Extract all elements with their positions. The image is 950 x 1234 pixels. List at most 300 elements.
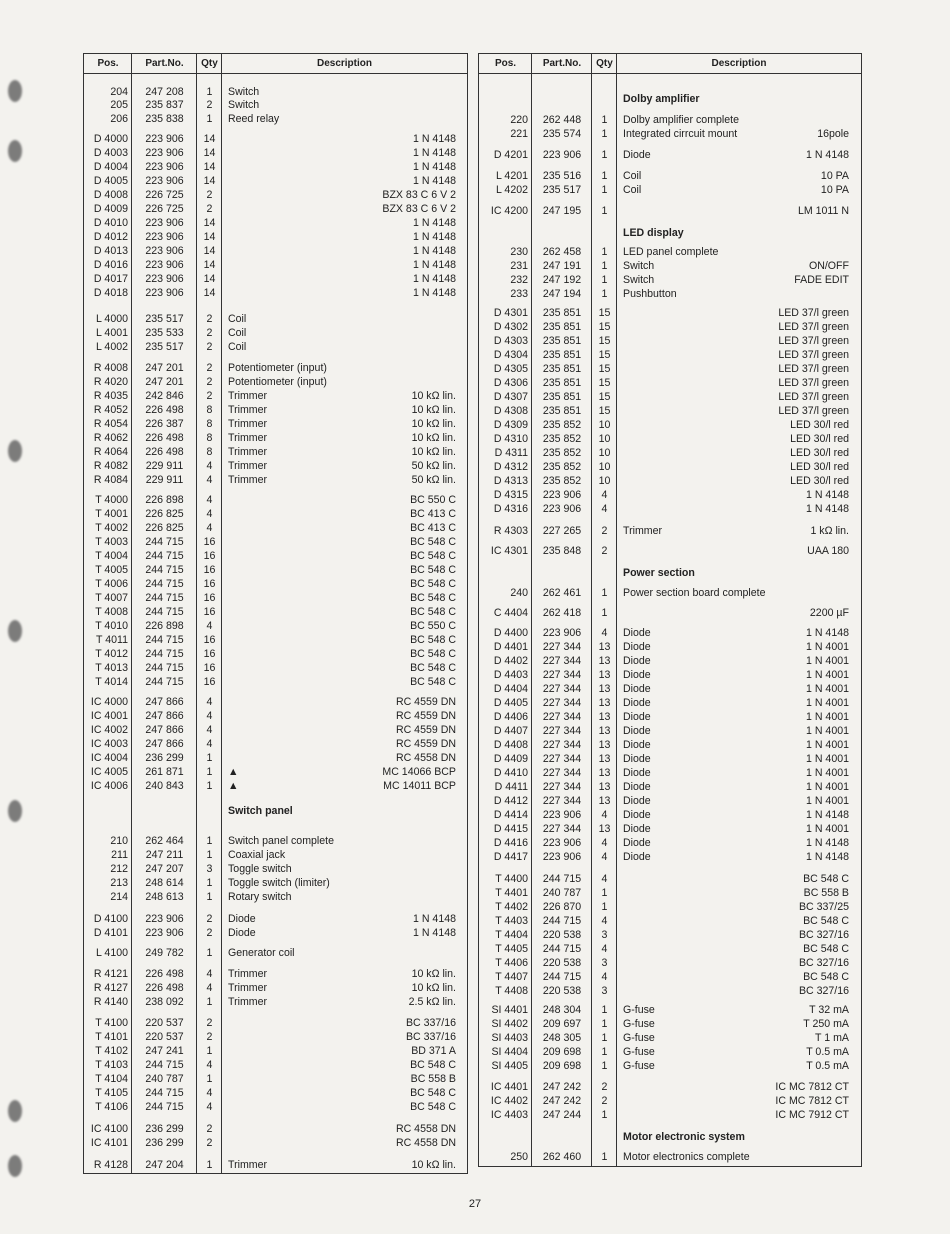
table-row: [479, 1108, 861, 1122]
cell-part-no: 240 787: [542, 887, 582, 899]
cell-pos: D 4100: [93, 913, 128, 925]
cell-pos: T 4401: [495, 887, 528, 899]
cell-qty: 1: [206, 1073, 213, 1085]
table-row: [84, 765, 467, 779]
table-row: [479, 682, 861, 696]
cell-pos: T 4008: [95, 606, 128, 618]
cell-part-no: 240 787: [145, 1073, 184, 1085]
cell-value: BC 548 C: [803, 873, 849, 885]
cell-qty: 1: [601, 1004, 608, 1016]
cell-qty: 15: [598, 391, 611, 403]
cell-value: LED 37/l green: [778, 405, 849, 417]
cell-part-no: 247 866: [145, 724, 184, 736]
cell-qty: 15: [598, 349, 611, 361]
cell-qty: 2: [601, 1081, 608, 1093]
cell-pos: D 4409: [493, 753, 528, 765]
cell-description: Diode: [623, 851, 651, 863]
cell-part-no: 235 517: [542, 184, 582, 196]
cell-part-no: 226 498: [145, 432, 184, 444]
cell-pos: R 4121: [93, 968, 128, 980]
cell-description: Diode: [623, 767, 651, 779]
table-row: [479, 376, 861, 390]
cell-qty: 10: [598, 461, 611, 473]
cell-value: 1 N 4001: [806, 795, 849, 807]
cell-value: BC 548 C: [410, 634, 456, 646]
cell-qty: 13: [598, 767, 611, 779]
cell-pos: IC 4100: [90, 1123, 128, 1135]
cell-pos: 204: [110, 86, 128, 98]
cell-description: Diode: [623, 641, 651, 653]
cell-value: IC MC 7912 CT: [775, 1109, 849, 1121]
cell-part-no: 226 870: [542, 901, 582, 913]
cell-qty: 13: [598, 753, 611, 765]
cell-part-no: 223 906: [542, 627, 582, 639]
cell-pos: D 4312: [493, 461, 528, 473]
cell-pos: T 4004: [95, 550, 128, 562]
table-row: [479, 710, 861, 724]
cell-description: Diode: [623, 753, 651, 765]
cell-value: BC 327/16: [798, 985, 849, 997]
table-row: [479, 273, 861, 287]
cell-part-no: 226 498: [145, 446, 184, 458]
cell-value: 1 N 4148: [806, 503, 849, 515]
cell-qty: 1: [601, 184, 608, 196]
cell-part-no: 247 242: [542, 1081, 582, 1093]
cell-part-no: 244 715: [145, 606, 184, 618]
cell-value: 16pole: [817, 128, 849, 140]
table-row: [479, 183, 861, 197]
cell-pos: D 4313: [493, 475, 528, 487]
cell-pos: D 4311: [494, 447, 528, 459]
cell-pos: D 4412: [493, 795, 528, 807]
cell-pos: D 4416: [493, 837, 528, 849]
cell-value: LED 37/l green: [778, 349, 849, 361]
cell-pos: L 4000: [95, 313, 128, 325]
cell-part-no: 262 460: [542, 1151, 582, 1163]
cell-qty: 1: [601, 205, 608, 217]
table-row: [84, 272, 467, 286]
cell-value: 1 N 4148: [413, 175, 456, 187]
cell-value: BC 548 C: [410, 550, 456, 562]
table-row: [84, 619, 467, 633]
cell-pos: IC 4403: [490, 1109, 528, 1121]
cell-qty: 3: [601, 929, 608, 941]
cell-qty: 14: [203, 245, 216, 257]
table-row: [479, 1150, 861, 1164]
cell-description: Diode: [623, 627, 651, 639]
cell-value: RC 4558 DN: [395, 1137, 456, 1149]
cell-value: 1 N 4001: [806, 767, 849, 779]
cell-value: LED 37/l green: [778, 335, 849, 347]
cell-description: Switch: [623, 274, 655, 286]
cell-qty: 1: [601, 1032, 608, 1044]
cell-part-no: 262 418: [542, 607, 582, 619]
table-body: [479, 74, 861, 1166]
cell-pos: D 4301: [493, 307, 528, 319]
cell-qty: 1: [206, 877, 213, 889]
cell-value: 1 N 4001: [806, 669, 849, 681]
cell-pos: 210: [110, 835, 128, 847]
cell-value: 2.5 kΩ lin.: [408, 996, 456, 1008]
punch-hole: [8, 140, 22, 162]
cell-qty: 4: [206, 724, 213, 736]
table-row: [84, 230, 467, 244]
cell-part-no: 226 498: [145, 404, 184, 416]
table-row: [479, 1080, 861, 1094]
cell-value: FADE EDIT: [794, 274, 849, 286]
cell-qty: 1: [206, 1159, 213, 1171]
table-row: [479, 502, 861, 516]
cell-qty: 4: [601, 971, 608, 983]
cell-pos: D 4302: [493, 321, 528, 333]
table-row: [84, 862, 467, 876]
table-row: [479, 626, 861, 640]
cell-part-no: 247 201: [145, 376, 184, 388]
table-row: [84, 459, 467, 473]
table-row: [84, 723, 467, 737]
table-row: [84, 647, 467, 661]
cell-value: 10 kΩ lin.: [411, 432, 456, 444]
cell-description: Integrated cirrcuit mount: [623, 128, 738, 140]
cell-qty: 16: [203, 550, 216, 562]
cell-qty: 1: [601, 607, 608, 619]
section-heading-row: [479, 226, 861, 240]
cell-part-no: 223 906: [145, 913, 184, 925]
table-row: [479, 390, 861, 404]
section-title: Power section: [623, 567, 695, 579]
cell-qty: 4: [601, 851, 608, 863]
cell-qty: 4: [601, 915, 608, 927]
cell-pos: R 4020: [93, 376, 128, 388]
cell-qty: 1: [206, 86, 213, 98]
cell-value: T 0.5 mA: [806, 1046, 849, 1058]
table-row: [84, 967, 467, 981]
cell-part-no: 227 344: [542, 669, 582, 681]
punch-hole: [8, 1100, 22, 1122]
cell-description: Rotary switch: [228, 891, 292, 903]
cell-pos: D 4303: [493, 335, 528, 347]
cell-part-no: 247 244: [542, 1109, 582, 1121]
cell-description: Coil: [228, 313, 247, 325]
table-row: [479, 488, 861, 502]
cell-qty: 3: [601, 985, 608, 997]
cell-value: 1 N 4148: [413, 245, 456, 257]
cell-pos: R 4084: [93, 474, 128, 486]
cell-pos: L 4001: [95, 327, 128, 339]
cell-pos: 220: [510, 114, 528, 126]
cell-part-no: 235 837: [145, 99, 184, 111]
cell-part-no: 244 715: [542, 971, 582, 983]
cell-part-no: 235 851: [542, 335, 582, 347]
cell-value: RC 4559 DN: [395, 710, 456, 722]
table-row: [84, 605, 467, 619]
cell-part-no: 247 241: [145, 1045, 184, 1057]
cell-part-no: 242 846: [145, 390, 184, 402]
table-row: [84, 521, 467, 535]
table-row: [479, 1017, 861, 1031]
cell-pos: T 4403: [495, 915, 528, 927]
table-row: [479, 640, 861, 654]
cell-qty: 16: [203, 676, 216, 688]
cell-part-no: 209 697: [542, 1018, 582, 1030]
cell-part-no: 235 516: [542, 170, 582, 182]
cell-description: Diode: [623, 697, 651, 709]
cell-part-no: 223 906: [542, 851, 582, 863]
cell-description: Trimmer: [228, 432, 268, 444]
cell-qty: 13: [598, 683, 611, 695]
cell-part-no: 235 533: [145, 327, 184, 339]
cell-qty: 15: [598, 405, 611, 417]
cell-value: 1 N 4001: [806, 711, 849, 723]
table-row: [479, 836, 861, 850]
cell-description: Trimmer: [228, 418, 268, 430]
cell-part-no: 235 852: [542, 419, 582, 431]
cell-qty: 1: [601, 114, 608, 126]
table-row: [84, 675, 467, 689]
table-row: [84, 926, 467, 940]
cell-pos: T 4408: [495, 985, 528, 997]
cell-pos: T 4011: [95, 634, 128, 646]
table-row: [479, 1003, 861, 1017]
cell-pos: T 4014: [95, 676, 128, 688]
cell-part-no: 220 538: [542, 929, 582, 941]
table-row: [479, 586, 861, 600]
cell-pos: D 4415: [493, 823, 528, 835]
cell-value: 1 kΩ lin.: [810, 525, 849, 537]
cell-value: MC 14066 BCP: [382, 766, 456, 778]
cell-value: 10 kΩ lin.: [411, 446, 456, 458]
table-row: [479, 766, 861, 780]
cell-qty: 16: [203, 536, 216, 548]
cell-pos: D 4411: [494, 781, 528, 793]
page-number: 27: [468, 1198, 482, 1210]
cell-pos: T 4002: [95, 522, 128, 534]
cell-pos: 232: [510, 274, 528, 286]
cell-value: T 250 mA: [803, 1018, 849, 1030]
cell-pos: D 4309: [493, 419, 528, 431]
cell-value: 1 N 4148: [806, 627, 849, 639]
cell-part-no: 229 911: [145, 474, 184, 486]
cell-pos: R 4064: [93, 446, 128, 458]
cell-part-no: 248 614: [145, 877, 184, 889]
cell-part-no: 235 838: [145, 113, 184, 125]
cell-part-no: 235 852: [542, 461, 582, 473]
cell-pos: T 4001: [95, 508, 128, 520]
cell-qty: 16: [203, 578, 216, 590]
cell-description: Coil: [228, 341, 247, 353]
cell-part-no: 223 906: [145, 231, 184, 243]
cell-qty: 4: [206, 1059, 213, 1071]
cell-part-no: 223 906: [145, 259, 184, 271]
cell-pos: T 4100: [95, 1017, 128, 1029]
cell-pos: R 4140: [93, 996, 128, 1008]
cell-qty: 15: [598, 307, 611, 319]
table-row: [479, 1059, 861, 1073]
cell-pos: D 4405: [493, 697, 528, 709]
table-row: [84, 112, 467, 126]
cell-description: G-fuse: [623, 1032, 655, 1044]
cell-part-no: 244 715: [145, 1059, 184, 1071]
cell-pos: D 4016: [93, 259, 128, 271]
table-body: [84, 74, 467, 1173]
cell-pos: R 4052: [93, 404, 128, 416]
cell-pos: T 4102: [95, 1045, 128, 1057]
cell-value: 2200 µF: [809, 607, 849, 619]
cell-value: BC 548 C: [803, 971, 849, 983]
cell-qty: 2: [206, 376, 213, 388]
cell-pos: D 4012: [93, 231, 128, 243]
cell-description: Trimmer: [623, 525, 663, 537]
table-row: [84, 848, 467, 862]
cell-qty: 3: [206, 863, 213, 875]
table-row: [84, 389, 467, 403]
cell-pos: D 4417: [493, 851, 528, 863]
cell-part-no: 226 498: [145, 968, 184, 980]
cell-part-no: 244 715: [145, 578, 184, 590]
cell-part-no: 247 191: [542, 260, 582, 272]
cell-value: BC 548 C: [803, 915, 849, 927]
cell-value: BC 548 C: [410, 1059, 456, 1071]
cell-pos: D 4000: [93, 133, 128, 145]
cell-pos: 221: [510, 128, 528, 140]
cell-value: 1 N 4148: [806, 809, 849, 821]
cell-pos: SI 4405: [491, 1060, 528, 1072]
table-row: [84, 98, 467, 112]
cell-value: 1 N 4148: [413, 927, 456, 939]
cell-value: 1 N 4001: [806, 725, 849, 737]
table-row: [84, 431, 467, 445]
cell-value: BC 548 C: [410, 592, 456, 604]
cell-description: ▲: [228, 766, 239, 778]
cell-pos: T 4103: [95, 1059, 128, 1071]
table-row: [479, 334, 861, 348]
cell-qty: 13: [598, 641, 611, 653]
cell-part-no: 209 698: [542, 1046, 582, 1058]
cell-part-no: 227 344: [542, 641, 582, 653]
cell-pos: 230: [510, 246, 528, 258]
cell-qty: 14: [203, 231, 216, 243]
cell-qty: 2: [206, 99, 213, 111]
punch-hole: [8, 1155, 22, 1177]
cell-pos: T 4101: [95, 1031, 128, 1043]
cell-qty: 4: [206, 1087, 213, 1099]
cell-qty: 4: [601, 873, 608, 885]
cell-pos: T 4106: [95, 1101, 128, 1113]
cell-value: BC 548 C: [410, 662, 456, 674]
cell-qty: 8: [206, 446, 213, 458]
cell-description: Trimmer: [228, 390, 268, 402]
cell-value: IC MC 7812 CT: [775, 1095, 849, 1107]
cell-pos: D 4008: [93, 189, 128, 201]
cell-qty: 2: [206, 1017, 213, 1029]
cell-description: Trimmer: [228, 968, 268, 980]
cell-qty: 16: [203, 648, 216, 660]
cell-value: BC 558 B: [803, 887, 849, 899]
cell-value: 1 N 4001: [806, 697, 849, 709]
cell-pos: L 4100: [95, 947, 128, 959]
cell-value: LED 37/l green: [778, 307, 849, 319]
header-part-no: Part.No.: [542, 58, 582, 69]
cell-qty: 1: [206, 849, 213, 861]
cell-description: Diode: [623, 725, 651, 737]
cell-qty: 2: [206, 313, 213, 325]
cell-pos: T 4400: [495, 873, 528, 885]
cell-pos: T 4005: [95, 564, 128, 576]
cell-value: 1 N 4001: [806, 823, 849, 835]
table-row: [84, 912, 467, 926]
table-row: [84, 326, 467, 340]
cell-pos: D 4402: [493, 655, 528, 667]
table-row: [479, 245, 861, 259]
cell-qty: 2: [206, 927, 213, 939]
cell-pos: R 4082: [93, 460, 128, 472]
cell-qty: 4: [206, 474, 213, 486]
table-row: [479, 928, 861, 942]
cell-part-no: 223 906: [145, 217, 184, 229]
section-title: Dolby amplifier: [623, 93, 700, 105]
cell-part-no: 248 305: [542, 1032, 582, 1044]
cell-value: 1 N 4148: [413, 913, 456, 925]
cell-value: 1 N 4148: [413, 217, 456, 229]
cell-pos: D 4003: [93, 147, 128, 159]
cell-qty: 2: [206, 390, 213, 402]
cell-description: Diode: [623, 655, 651, 667]
cell-value: 1 N 4001: [806, 655, 849, 667]
cell-description: Diode: [623, 739, 651, 751]
cell-part-no: 236 299: [145, 752, 184, 764]
cell-value: LED 37/l green: [778, 321, 849, 333]
cell-description: Motor electronics complete: [623, 1151, 750, 1163]
cell-description: Reed relay: [228, 113, 280, 125]
table-row: [84, 779, 467, 793]
cell-part-no: 220 537: [145, 1031, 184, 1043]
cell-part-no: 223 906: [145, 273, 184, 285]
table-row: [84, 1072, 467, 1086]
cell-qty: 4: [601, 503, 608, 515]
cell-value: RC 4559 DN: [395, 724, 456, 736]
table-row: [479, 524, 861, 538]
cell-qty: 2: [206, 913, 213, 925]
cell-part-no: 235 851: [542, 405, 582, 417]
cell-part-no: 220 538: [542, 985, 582, 997]
cell-pos: D 4403: [493, 669, 528, 681]
cell-qty: 4: [206, 982, 213, 994]
cell-value: LED 30/l red: [790, 433, 849, 445]
cell-description: Trimmer: [228, 446, 268, 458]
cell-qty: 1: [601, 1046, 608, 1058]
header-description: Description: [711, 58, 767, 69]
cell-qty: 1: [206, 891, 213, 903]
cell-value: BC 548 C: [410, 1087, 456, 1099]
cell-part-no: 247 207: [145, 863, 184, 875]
table-row: [84, 286, 467, 300]
cell-qty: 16: [203, 634, 216, 646]
cell-part-no: 247 194: [542, 288, 582, 300]
cell-part-no: 226 387: [145, 418, 184, 430]
cell-value: T 1 mA: [815, 1032, 849, 1044]
cell-pos: D 4410: [493, 767, 528, 779]
cell-value: 10 kΩ lin.: [411, 1159, 456, 1171]
cell-pos: T 4406: [495, 957, 528, 969]
cell-part-no: 240 843: [145, 780, 184, 792]
cell-part-no: 235 517: [145, 341, 184, 353]
cell-value: BZX 83 C 6 V 2: [382, 203, 456, 215]
cell-pos: T 4007: [95, 592, 128, 604]
parts-table-right: [478, 53, 862, 1167]
table-row: [84, 834, 467, 848]
cell-pos: T 4013: [95, 662, 128, 674]
cell-description: G-fuse: [623, 1004, 655, 1016]
